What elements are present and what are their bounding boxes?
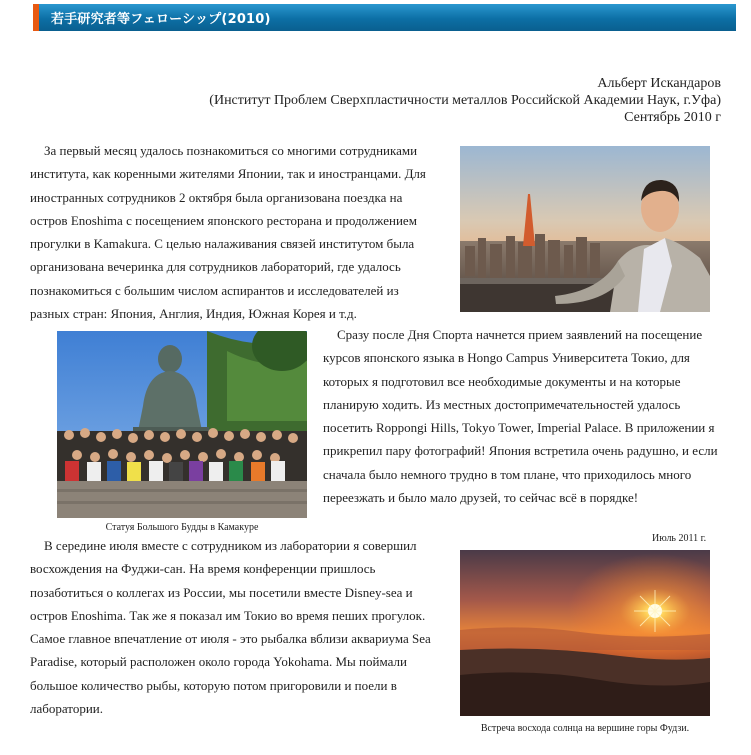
- author-block: [209, 75, 721, 126]
- tokyo-portrait-photo: [460, 146, 710, 312]
- paragraph-line: переезжать и было мало друзей, то сейчас всё в порядке!: [323, 490, 639, 506]
- paragraph-line: организована вечеринка для сотрудников лабораторий, где удалось: [30, 259, 401, 275]
- paragraph-line: лаборатории.: [30, 701, 103, 717]
- paragraph-line: остров Enoshima. Так же я показал им Токио во время пеших прогулок.: [30, 607, 426, 623]
- paragraph-line: сначала было немного трудно в том плане, что приходилось много: [323, 466, 692, 482]
- paragraph-line: восхождения на Фуджи-сан. На время конференции пришлось: [30, 561, 376, 577]
- paragraph-line: Paradise, который расположен около города Yokohama. Мы поймали: [30, 654, 407, 670]
- author-affiliation: (Институт Проблем Сверхпластичности металлов Российской Академии Наук, г.Уфа): [209, 93, 721, 108]
- paragraph-line: Сразу после Дня Спорта начнется прием заявлений на посещение: [337, 327, 703, 342]
- july-date: Июль 2011 г.: [652, 533, 707, 544]
- paragraph-3: [30, 534, 450, 720]
- paragraph-line: большое количество рыбы, которую потом пригоровили и поели в: [30, 677, 397, 693]
- paragraph-line: которых я подготовил все необходимые документы и на которые: [323, 373, 681, 389]
- paragraph-line: позаботиться о коллегах из России, мы посетили вместе Disney-sea и: [30, 584, 413, 600]
- paragraph-line: посетить Roppongi Hills, Tokyo Tower, Imperial Palace. В приложении я: [323, 420, 715, 436]
- author-name: Альберт Искандаров: [597, 76, 721, 91]
- paragraph-line: За первый месяц удалось познакомиться со многими сотрудниками: [44, 143, 418, 158]
- paragraph-line: разных стран: Япония, Англия, Индия, Южная Корея и т.д.: [30, 306, 357, 322]
- paragraph-line: Самое главное впечатление от июля - это рыбалка вблизи аквариума Sea: [30, 631, 431, 647]
- sunrise-photo-caption: Встреча восхода солнца на вершине горы Фудзи.: [480, 723, 690, 734]
- paragraph-line: института, как коренными жителями Японии, так и иностранцами. Для: [30, 166, 426, 182]
- section-title: 若手研究者等フェローシップ(2010): [51, 12, 271, 27]
- paragraph-line: иностранных сотрудников 2 октября была организована поездка на: [30, 189, 403, 205]
- paragraph-line: В середине июля вместе с сотрудником из лаборатории я совершил: [44, 538, 417, 553]
- paragraph-line: прогулки в Kamakura. С целью налаживания связей институтом была: [30, 236, 415, 252]
- paragraph-2: [323, 323, 723, 509]
- paragraph-line: курсов японского языка в Hongo Campus Университета Токио, для: [323, 350, 690, 366]
- paragraph-line: планирую ходить. Из местных достопримечательностей удалось: [323, 396, 681, 412]
- great-buddha-group-photo: [57, 331, 307, 518]
- paragraph-line: остров Enoshima с посещением японского ресторана и продолжением: [30, 212, 417, 228]
- fuji-sunrise-photo: [460, 550, 710, 716]
- paragraph-1: [30, 139, 450, 325]
- section-header: [33, 4, 736, 31]
- paragraph-line: прикрепил пару фотографий! Япония встретила очень радушно, и если: [323, 443, 718, 459]
- report-date: Сентябрь 2010 г: [624, 110, 721, 125]
- buddha-photo-caption: Статуя Большого Будды в Камакуре: [105, 522, 259, 533]
- paragraph-line: познакомиться с большим числом аспирантов и исследователей из: [30, 282, 399, 298]
